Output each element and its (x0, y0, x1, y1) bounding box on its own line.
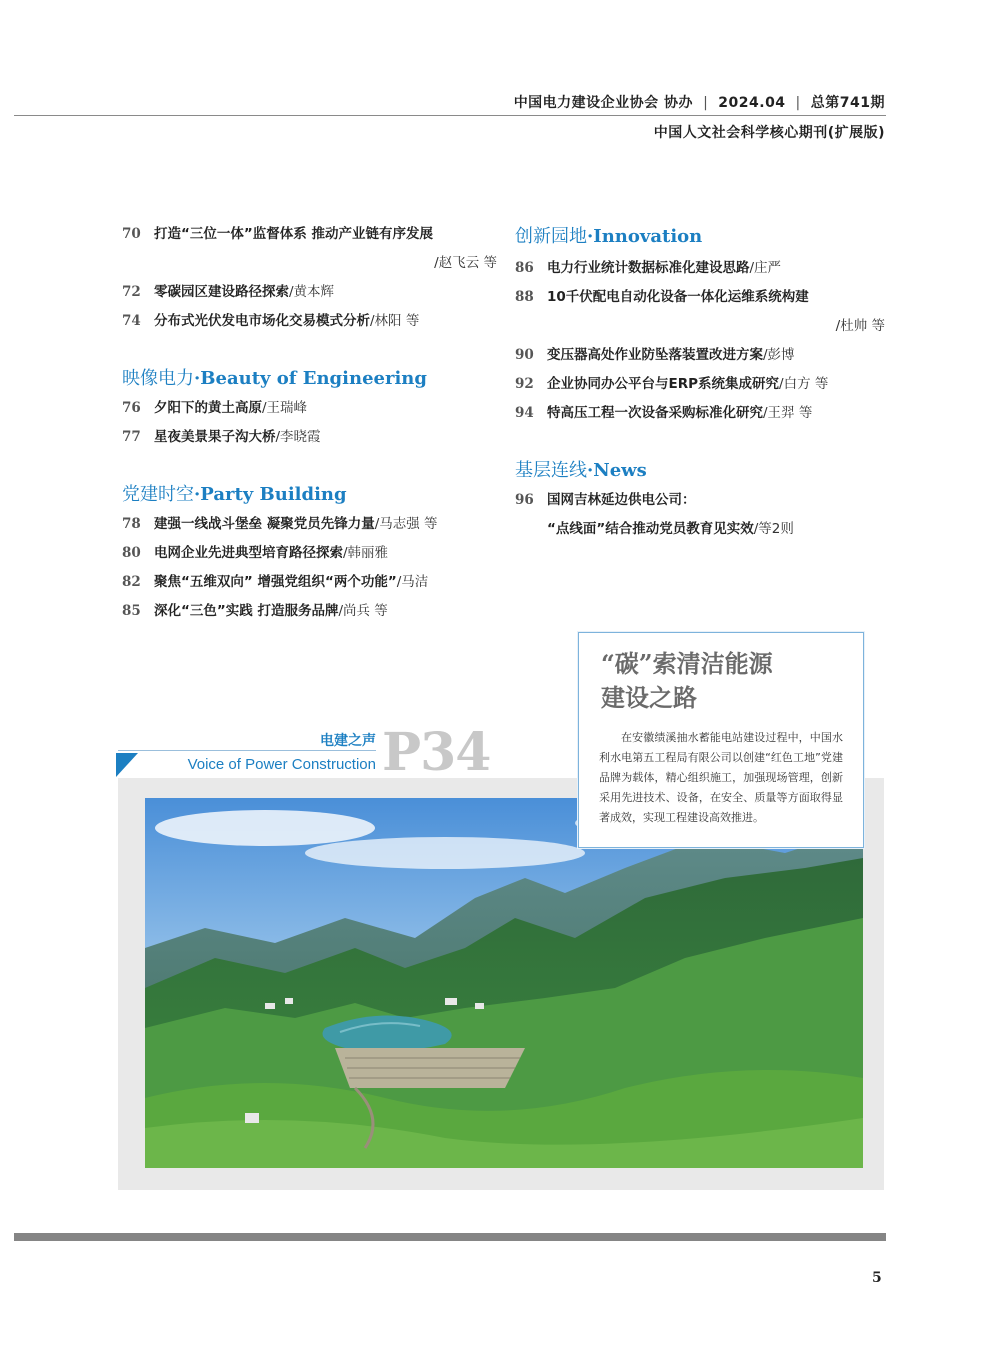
toc-title: 零碳园区建设路径探索 (154, 284, 289, 300)
toc-entry[interactable] (122, 510, 497, 539)
toc-page-number: 70 (122, 226, 141, 242)
toc-author: /黄本辉 (289, 284, 335, 300)
toc-entry[interactable] (515, 283, 885, 312)
toc-page-number: 74 (122, 313, 141, 329)
feature-label-cn: 电建之声 (320, 733, 376, 749)
feature-summary-box[interactable] (578, 632, 864, 848)
toc-entry[interactable] (515, 370, 885, 399)
toc-entry[interactable] (122, 220, 497, 249)
journal-index: 中国人文社会科学核心期刊(扩展版) (653, 125, 885, 141)
toc-title: 夕阳下的黄土高原 (154, 400, 262, 416)
toc-author: /林阳 等 (370, 313, 420, 329)
toc-title: 变压器高处作业防坠落装置改进方案 (547, 347, 763, 363)
feature-label (160, 730, 376, 773)
toc-author: /王瑞峰 (262, 400, 308, 416)
toc-title: 电网企业先进典型培育路径探索 (154, 545, 343, 561)
toc-author: /庄严 (749, 260, 782, 276)
issue-number: 总第741期 (810, 95, 885, 111)
toc-page-number: 92 (515, 376, 534, 392)
toc-page-number: 82 (122, 574, 141, 590)
toc-title-cont (515, 515, 885, 544)
section-heading-party: 党建时空·Party Building (122, 484, 347, 505)
toc-page-number: 72 (122, 284, 141, 300)
toc-page-number: 86 (515, 260, 534, 276)
toc-page-number: 90 (515, 347, 534, 363)
toc-author: /李晓霞 (275, 429, 321, 445)
toc-entry[interactable] (122, 423, 497, 452)
toc-page-number: 96 (515, 492, 534, 508)
toc-title: 星夜美景果子沟大桥 (154, 429, 276, 445)
toc-title: 深化“三色”实践 打造服务品牌 (154, 603, 339, 619)
toc-title: 聚焦“五维双向” 增强党组织“两个功能” (154, 574, 397, 590)
toc-author: /彭博 (763, 347, 795, 363)
toc-entry[interactable] (122, 278, 497, 307)
toc-entry[interactable] (122, 307, 497, 336)
organizer: 中国电力建设企业协会 协办 (513, 95, 694, 111)
toc-entry[interactable] (515, 341, 885, 370)
toc-page-number: 78 (122, 516, 141, 532)
toc-entry[interactable] (122, 568, 497, 597)
toc-page-number: 94 (515, 405, 534, 421)
toc-page-number: 76 (122, 400, 141, 416)
section-heading-innovation: 创新园地·Innovation (515, 226, 703, 247)
toc-title: 分布式光伏发电市场化交易模式分析 (154, 313, 370, 329)
toc-right-column (515, 224, 885, 544)
toc-page-number: 80 (122, 545, 141, 561)
issue-date: 2024.04 (718, 95, 786, 111)
toc-author: /王羿 等 (763, 405, 813, 421)
feature-title: “碳”索清洁能源 建设之路 (601, 649, 773, 712)
page-number: 5 (872, 1270, 882, 1286)
feature-label-en: Voice of Power Construction (187, 756, 376, 773)
toc-author: /赵飞云 等 (434, 255, 497, 271)
section-heading-news: 基层连线·News (515, 460, 647, 481)
feature-page-ref[interactable]: P34 (382, 722, 491, 783)
feature-summary-text: 在安徽绩溪抽水蓄能电站建设过程中，中国水利水电第五工程局有限公司以创建“红色工地”党建品牌为载体，精心组织施工，加强现场管理，创新采用先进技术、设备，在安全、质量等方面取得显著成效，实现工程建设高效推进。 (599, 731, 843, 824)
header-rule (14, 115, 886, 116)
toc-page-number: 88 (515, 289, 534, 305)
toc-title: “点线面”结合推动党员教育见实效 (547, 521, 754, 537)
toc-left-column (122, 220, 497, 626)
masthead-line: 中国电力建设企业协会 协办 | 2024.04 | 总第741期 (513, 95, 885, 111)
toc-title: 国网吉林延边供电公司： (547, 492, 696, 508)
toc-title: 10千伏配电自动化设备一体化运维系统构建 (547, 289, 809, 305)
section-heading-beauty: 映像电力·Beauty of Engineering (122, 368, 427, 389)
toc-entry[interactable] (122, 539, 497, 568)
toc-entry[interactable] (515, 254, 885, 283)
toc-title: 打造“三位一体”监督体系 推动产业链有序发展 (154, 226, 433, 242)
toc-title: 电力行业统计数据标准化建设思路 (547, 260, 750, 276)
toc-author: /韩丽雅 (343, 545, 389, 561)
toc-page-number: 85 (122, 603, 141, 619)
toc-title: 建强一线战斗堡垒 凝聚党员先锋力量 (154, 516, 375, 532)
toc-author: /白方 等 (779, 376, 829, 392)
toc-author: /马洁 (396, 574, 429, 590)
toc-author: /尚兵 等 (338, 603, 388, 619)
toc-author: /马志强 等 (374, 516, 438, 532)
footer-rule (14, 1233, 886, 1241)
toc-page-number: 77 (122, 429, 141, 445)
landscape-photo-icon[interactable] (145, 798, 863, 1168)
toc-title: 特高压工程一次设备采购标准化研究 (547, 405, 763, 421)
toc-entry[interactable] (515, 486, 885, 515)
toc-author: /杜帅 等 (835, 318, 885, 334)
toc-entry[interactable] (515, 399, 885, 428)
toc-entry[interactable] (122, 394, 497, 423)
feature-corner-mark (116, 753, 138, 777)
toc-author: /等2则 (753, 521, 794, 537)
toc-entry[interactable] (122, 597, 497, 626)
toc-title: 企业协同办公平台与ERP系统集成研究 (547, 376, 780, 392)
